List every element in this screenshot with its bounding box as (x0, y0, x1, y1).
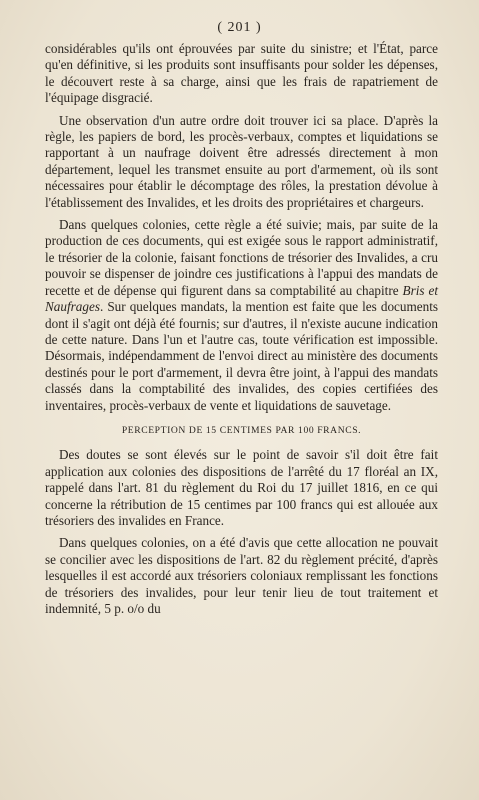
paragraph-continuation: considérables qu'ils ont éprouvées par suite du sinistre; et l'État, parce qu'en définitive, si les produits sont insuffisants pour solder les dépenses, le découvert reste à sa charge, ainsi que les frais de rapatriement de l'équipage disgracié. (45, 41, 438, 106)
paragraph-colonies-text-start: Dans quelques colonies, cette règle a été suivie; mais, par suite de la production de ces documents, qui est exigée sous le rapport administratif, le trésorier de la colonie, faisant fonctions de trésorier des Invalides, a cru pouvoir se dispenser de joindre ces justifications à l'appui des mandats de recette et de dépense qui figurent dans sa comptabilité au chapitre (45, 217, 438, 298)
section-heading: PERCEPTION DE 15 CENTIMES PAR 100 FRANCS. (121, 424, 362, 436)
page-body (45, 41, 438, 623)
chapter-title-italic: Bris et Naufrages (45, 282, 438, 315)
paragraph-doubts: Des doutes se sont élevés sur le point de savoir s'il doit être fait application aux colonies des dispositions de l'arrêté du 17 floréal an IX, rappelé dans l'art. 81 du règlement du Roi du 17 juillet 1816, en ce qui concerne la rétribution de 15 centimes par 100 francs qui est allouée aux trésoriers des invalides en France. (45, 447, 438, 528)
paragraph-ship-papers: Une observation d'un autre ordre doit trouver ici sa place. D'après la règle, les papiers de bord, les procès-verbaux, comptes et liquidations se rapportant à un naufrage doivent être adressés directement à mon département, lequel les transmet ensuite au port d'armement, où ils sont nécessaires pour établir le décomptage des rôles, la prestation dévolue à l'établissement des Invalides, et les droits des propriétaires et chargeurs. (45, 112, 438, 210)
paragraph-colonies-text-end: . Sur quelques mandats, la mention est faite que les documents dont il s'agit ont déjà été fournis; sur d'autres, il n'existe aucune indication de cette nature. Dans l'un et l'autre cas, toute vérification est impossible. Désormais, indépendamment de l'envoi direct au ministère des documents destinés pour le port d'armement, il devra être joint, à l'appui des mandats classés dans la comptabilité des invalides, des copies certifiées des inventaires, procès-verbaux de vente et liquidations de sauvetage. (45, 299, 438, 413)
paragraph-colonies-documents (45, 217, 438, 414)
paragraph-allocation: Dans quelques colonies, on a été d'avis que cette allocation ne pouvait se concilier avec les dispositions de l'art. 82 du règlement précité, d'après lesquelles il est accordé aux trésoriers coloniaux remplissant les fonctions de trésoriers des invalides, pour leur tenir lieu de tout traitement et indemnité, 5 p. o/o du (45, 535, 438, 616)
page-number: ( 201 ) (217, 20, 262, 35)
